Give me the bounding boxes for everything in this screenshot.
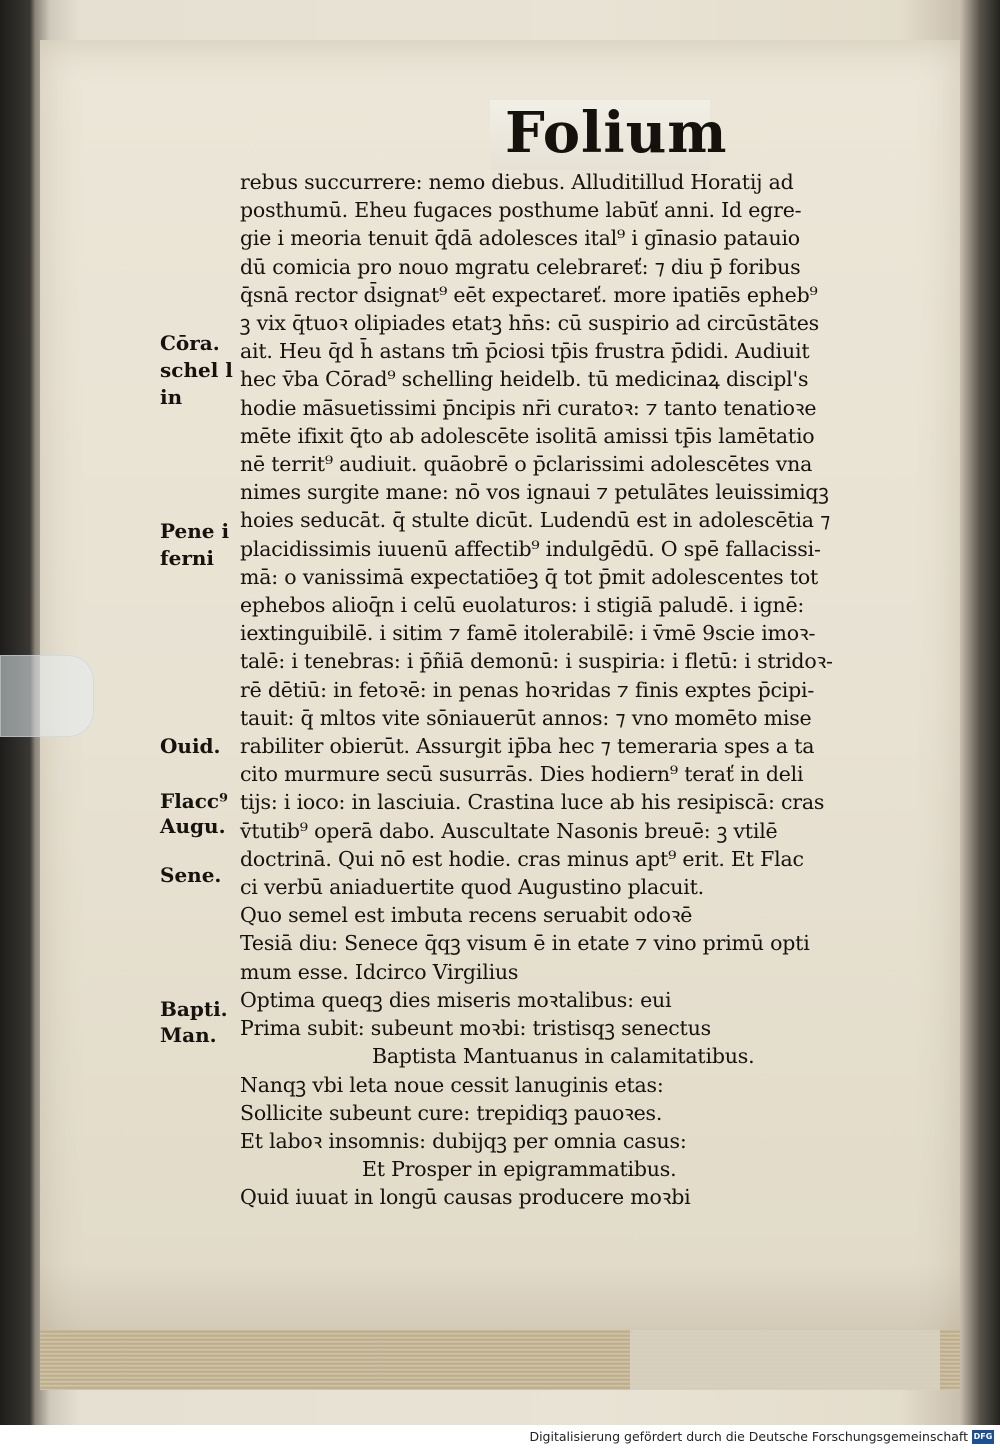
text-line: hec v̄ba Cōrad⁹ schelling heidelb. tū medicinaꝝ discipl's xyxy=(240,367,809,392)
text-line: gie i meoria tenuit q̄dā adolesces ital⁹ i gīnasio patauio xyxy=(240,226,800,251)
text-line: tijs: i ioco: in lasciuia. Crastina luce ab his resipiscā: cras xyxy=(240,790,825,815)
main-text-block xyxy=(240,168,880,1212)
text-line: Tesiā diu: Senece q̄qꝫ visum ē in etate ⁊ vino primū opti xyxy=(240,931,810,956)
text-line: ephebos alioq̄n i celū euolaturos: i stigiā paludē. i ignē: xyxy=(240,593,805,618)
text-line: iextinguibilē. i sitim ⁊ famē itolerabilē: i v̄mē 9scie imoꝛ- xyxy=(240,621,816,646)
text-line: nē territ⁹ audiuit. quāobrē o p̄clarissimi adolescētes vna xyxy=(240,452,813,477)
text-line: dū comicia pro nouo mgratu celebrareť: ⁊ diu p̄ foribus xyxy=(240,254,801,279)
text-line: tauit: q̄ mltos vite sōniauerūt annos: ⁊ vno momēto mise xyxy=(240,705,812,730)
footer-credit: Digitalisierung gefördert durch die Deutsche Forschungsgemeinschaft xyxy=(529,1429,968,1444)
margin-note-bapti: Bapti. xyxy=(160,997,228,1021)
footer-bar xyxy=(0,1425,1000,1450)
margin-note-ovid: Ouid. xyxy=(160,734,221,758)
text-line: placidissimis iuuenū affectib⁹ indulgēdū. O spē fallacissi- xyxy=(240,536,821,561)
text-line: ꝫ vix q̄tuoꝛ olipiades etatꝫ hn̄s: cū suspirio ad circūstātes xyxy=(240,311,819,336)
text-line: q̄snā rector d̄signat⁹ eēt expectareť. more ipatiēs epheb⁹ xyxy=(240,282,818,307)
text-line: rebus succurrere: nemo diebus. Alluditillud Horatij ad xyxy=(240,170,794,194)
running-head: Folium xyxy=(505,100,728,166)
text-line: posthumū. Eheu fugaces posthume labūť anni. Id egre- xyxy=(240,198,802,223)
text-line: nimes surgite mane: nō vos ignaui ⁊ petulātes leuissimiqꝫ xyxy=(240,480,829,505)
margin-note-inferni: Pene i ferni xyxy=(160,519,230,570)
verse-line: Nanqꝫ vbi leta noue cessit lanuginis etas: xyxy=(240,1072,664,1097)
text-line: mum esse. Idcirco Virgilius xyxy=(240,959,519,984)
dfg-logo-icon: DFG xyxy=(972,1430,994,1444)
margin-note-augu: Augu. xyxy=(160,814,226,838)
verse-line: Quid iuuat in longū causas producere moꝛbi xyxy=(240,1185,691,1210)
verse-line: Sollicite subeunt cure: trepidiqꝫ pauoꝛes. xyxy=(240,1100,663,1125)
bookmark-strip xyxy=(0,655,94,737)
text-line: talē: i tenebras: i p̄ñiā demonū: i suspiria: i fletū: i stridoꝛ- xyxy=(240,649,833,674)
facing-page-edge xyxy=(988,870,1000,1170)
text-line: doctrinā. Qui nō est hodie. cras minus apt⁹ erit. Et Flac xyxy=(240,846,804,871)
text-line: v̄tutib⁹ operā dabo. Auscultate Nasonis breuē: ꝫ vtilē xyxy=(240,818,778,843)
text-line: hoies seducāt. q̄ stulte dicūt. Ludendū est in adolescētia ⁊ xyxy=(240,508,831,533)
text-line: hodie mā̄suetissimi p̄ncipis nr̄i curatoꝛ: ⁊ tanto tenatioꝛe xyxy=(240,395,817,420)
verse-line: Quo semel est imbuta recens seruabit odoꝛē xyxy=(240,903,693,928)
margin-note-conrad: Cōra. schel l in xyxy=(160,331,233,409)
citation-heading: Et Prosper in epigrammatibus. xyxy=(362,1157,677,1182)
text-line: rē dētiū: in fetoꝛē: in penas hoꝛridas ⁊ finis exptes p̄cipi- xyxy=(240,677,815,702)
verse-line: Et laboꝛ insomnis: dubijqꝫ per omnia casus: xyxy=(240,1128,687,1153)
margin-note-flacc: Flacc⁹ xyxy=(160,789,228,813)
verse-line: Optima queqꝫ dies miseris moꝛtalibus: eui xyxy=(240,987,672,1012)
margin-note-sene: Sene. xyxy=(160,863,222,887)
margin-note-man: Man. xyxy=(160,1023,217,1047)
paper-repair-patch xyxy=(630,1330,940,1390)
text-line: rabiliter obierūt. Assurgit ip̄ba hec ⁊ temeraria spes a ta xyxy=(240,734,815,759)
citation-heading: Baptista Mantuanus in calamitatibus. xyxy=(372,1044,755,1069)
text-line: mēte ifixit q̄to ab adolescēte isolitā amissi tp̄is lamētatio xyxy=(240,423,815,448)
text-line: cito murmure secū susurrās. Dies hodiern⁹ terať in deli xyxy=(240,762,804,787)
verse-line: Prima subit: subeunt moꝛbi: tristisqꝫ senectus xyxy=(240,1016,711,1041)
text-line: ci verbū aniaduertite quod Augustino placuit. xyxy=(240,875,704,900)
text-line: mā: o vanissimā expectatiōeꝫ q̄ tot p̄mit adolescentes tot xyxy=(240,564,819,589)
text-line: ait. Heu q̄d h̄ astans tm̄ p̄ciosi tp̄is frustra p̄didi. Audiuit xyxy=(240,339,810,364)
